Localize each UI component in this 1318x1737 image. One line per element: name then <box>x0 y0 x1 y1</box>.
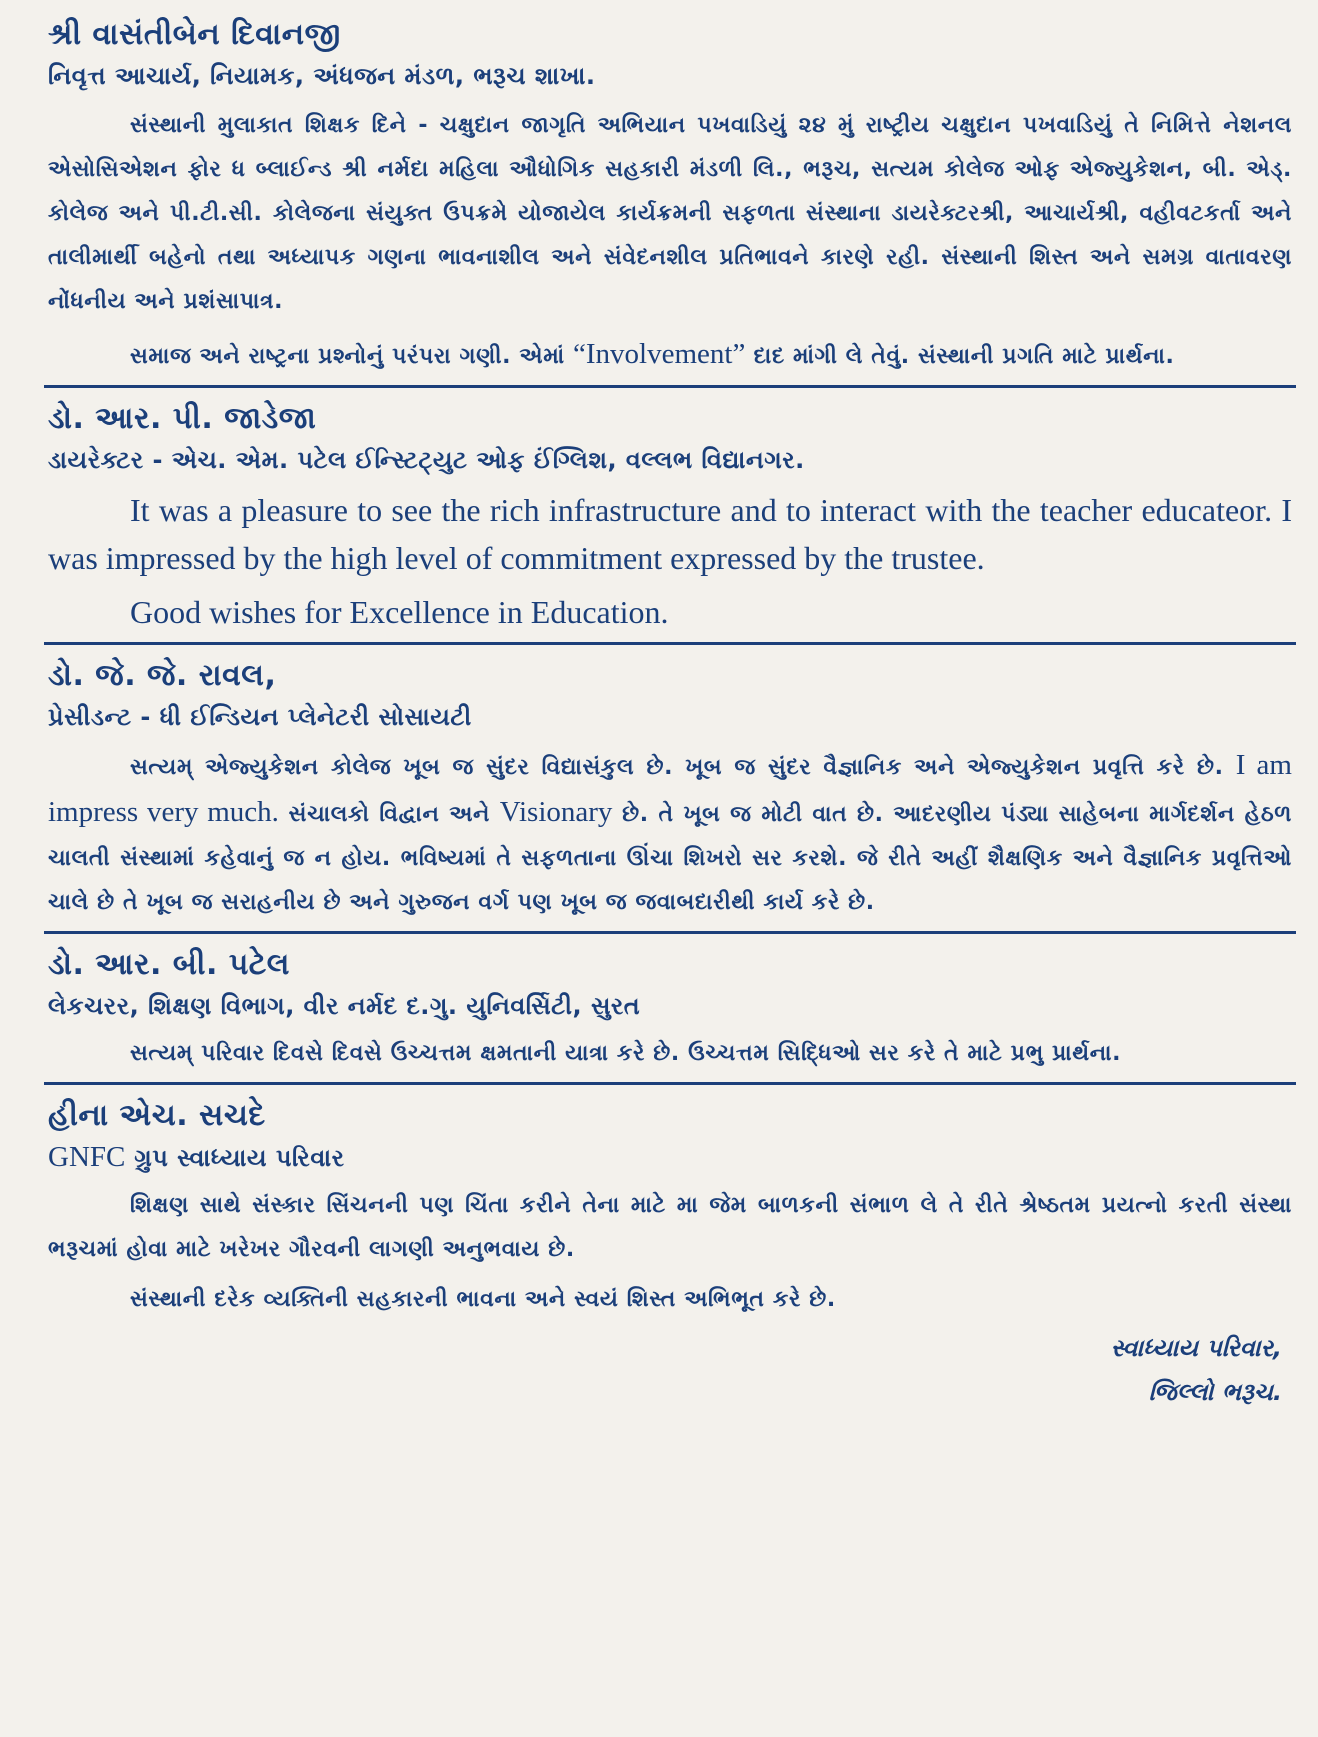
testimonial-paragraph: સત્યમ્ પરિવાર દિવસે દિવસે ઉચ્ચત્તમ ક્ષમતાની યાત્રા કરે છે. ઉચ્ચત્તમ સિદ્ધિઓ સર કરે તે માટે પ્રભુ પ્રાર્થના. <box>130 1041 1122 1066</box>
author-name: શ્રી વાસંતીબેન દિવાનજી <box>48 17 341 52</box>
testimonial-paragraph: શિક્ષણ સાથે સંસ્કાર સિંચનની પણ ચિંતા કરીને તેના માટે મા જેમ બાળકની સંભાળ લે તે રીતે શ્રેષ્ઠતમ પ્રયત્નો કરતી સંસ્થા ભરૂચમાં હોવા માટે ખરેખર ગૌરવની લાગણી અનુભવાય છે. <box>48 1193 1292 1262</box>
testimonial-paragraph: સંસ્થાની મુલાકાત શિક્ષક દિને - ચક્ષુદાન જાગૃતિ અભિયાન પખવાડિયું ૨૪ મું રાષ્ટ્રીય ચક્ષુદાન પખવાડિયું તે નિમિત્તે નેશનલ એસોસિએશન ફોર ધ બ્લાઈન્ડ શ્રી નર્મદા મહિલા ઔધોગિક સહકારી મંડળી લિ., ભરૂચ, સત્યમ કોલેજ ઓફ એજ્યુકેશન, બી. એડ્. કોલેજ અને પી.ટી.સી. કોલેજના સંયુક્ત ઉપક્રમે યોજાયેલ કાર્યક્રમની સફળતા સંસ્થાના ડાયરેક્ટરશ્રી, આચાર્યશ્રી, વહીવટકર્તા અને તાલીમાર્થી બહેનો તથા અધ્યાપક ગણના ભાવનાશીલ અને સંવેદનશીલ પ્રતિભાવને કારણે રહી. સંસ્થાની શિસ્ત અને સમગ્ર વાતાવરણ નોંધનીય અને પ્રશંસાપાત્ર. <box>48 113 1292 314</box>
author-name: ડો. જે. જે. રાવલ, <box>48 658 277 693</box>
author-name: ડો. આર. પી. જાડેજા <box>48 401 317 436</box>
role-text: ગ્રુપ સ્વાધ્યાય પરિવાર <box>125 1144 345 1172</box>
testimonial-paragraph-2 <box>48 332 1292 379</box>
testimonial-jadeja <box>44 398 1296 636</box>
section-divider <box>44 1082 1296 1085</box>
signoff <box>48 1326 1282 1414</box>
section-divider <box>44 385 1296 388</box>
document-page <box>44 14 1296 1414</box>
author-role: લેકચરર, શિક્ષણ વિભાગ, વીર નર્મદ દ.ગુ. યુનિવર્સિટી, સુરત <box>48 992 641 1020</box>
testimonial-paragraph: It was a pleasure to see the rich infrastructure and to interact with the teacher educateor. I was impressed by the high level of commitment expressed by the trustee. <box>48 492 1292 576</box>
testimonial-paragraph-2: Good wishes for Excellence in Education. <box>130 594 669 630</box>
section-divider <box>44 642 1296 645</box>
author-role: ડાયરેક્ટર - એચ. એમ. પટેલ ઈન્સ્ટિટ્યુટ ઓફ ઈંગ્લિશ, વલ્લભ વિદ્યાનગર. <box>48 446 805 474</box>
author-role: નિવૃત્ત આચાર્ય, નિયામક, અંધજન મંડળ, ભરૂચ શાખા. <box>48 62 596 90</box>
testimonial-sachde <box>44 1095 1296 1414</box>
author-role <box>48 1137 1292 1178</box>
organization-abbrev: GNFC <box>48 1141 126 1173</box>
testimonial-raval <box>44 655 1296 925</box>
signoff-line-1: સ્વાધ્યાય પરિવાર, <box>1110 1334 1282 1362</box>
signoff-line-2: જિલ્લો ભરૂચ. <box>1148 1378 1282 1406</box>
testimonial-paragraph <box>48 743 1292 925</box>
section-divider <box>44 931 1296 934</box>
paragraph-text: સત્યમ્ એજ્યુકેશન કોલેજ ખૂબ જ સુંદર વિદ્યાસંકુલ છે. ખૂબ જ સુંદર વૈજ્ઞાનિક અને એજ્યુકેશન પ્રવૃત્તિ કરે છે. <box>130 755 1236 780</box>
author-role: પ્રેસીડન્ટ - ધી ઈન્ડિયન પ્લેનેટરી સોસાયટી <box>48 703 472 731</box>
english-phrase: “Involvement” <box>573 338 746 370</box>
english-phrase: I am impress very much. <box>48 749 1292 828</box>
author-name: ડો. આર. બી. પટેલ <box>48 947 290 982</box>
testimonial-patel <box>44 944 1296 1076</box>
paragraph-text: સંચાલકો વિદ્વાન અને <box>278 802 500 827</box>
paragraph-text: સમાજ અને રાષ્ટ્રના પ્રશ્નોનું પરંપરા ગણી. એમાં <box>130 344 573 369</box>
paragraph-text: દાદ માંગી લે તેવું. સંસ્થાની પ્રગતિ માટે પ્રાર્થના. <box>745 344 1175 369</box>
testimonial-paragraph-2: સંસ્થાની દરેક વ્યક્તિની સહકારની ભાવના અને સ્વયં શિસ્ત અભિભૂત કરે છે. <box>130 1287 836 1312</box>
english-phrase: Visionary <box>499 796 613 828</box>
author-name: હીના એચ. સચદે <box>48 1098 266 1133</box>
testimonial-vasantiben <box>44 14 1296 379</box>
paragraph-text: છે. તે ખૂબ જ મોટી વાત છે. આદરણીય પંડ્યા સાહેબના માર્ગદર્શન હેઠળ ચાલતી સંસ્થામાં કહેવાનું જ ન હોય. ભવિષ્યમાં તે સફળતાના ઊંચા શિખરો સર કરશે. જે રીતે અહીં શૈક્ષણિક અને વૈજ્ઞાનિક પ્રવૃત્તિઓ ચાલે છે તે ખૂબ જ સરાહનીય છે અને ગુરુજન વર્ગ પણ ખૂબ જ જવાબદારીથી કાર્ય કરે છે. <box>48 802 1292 915</box>
